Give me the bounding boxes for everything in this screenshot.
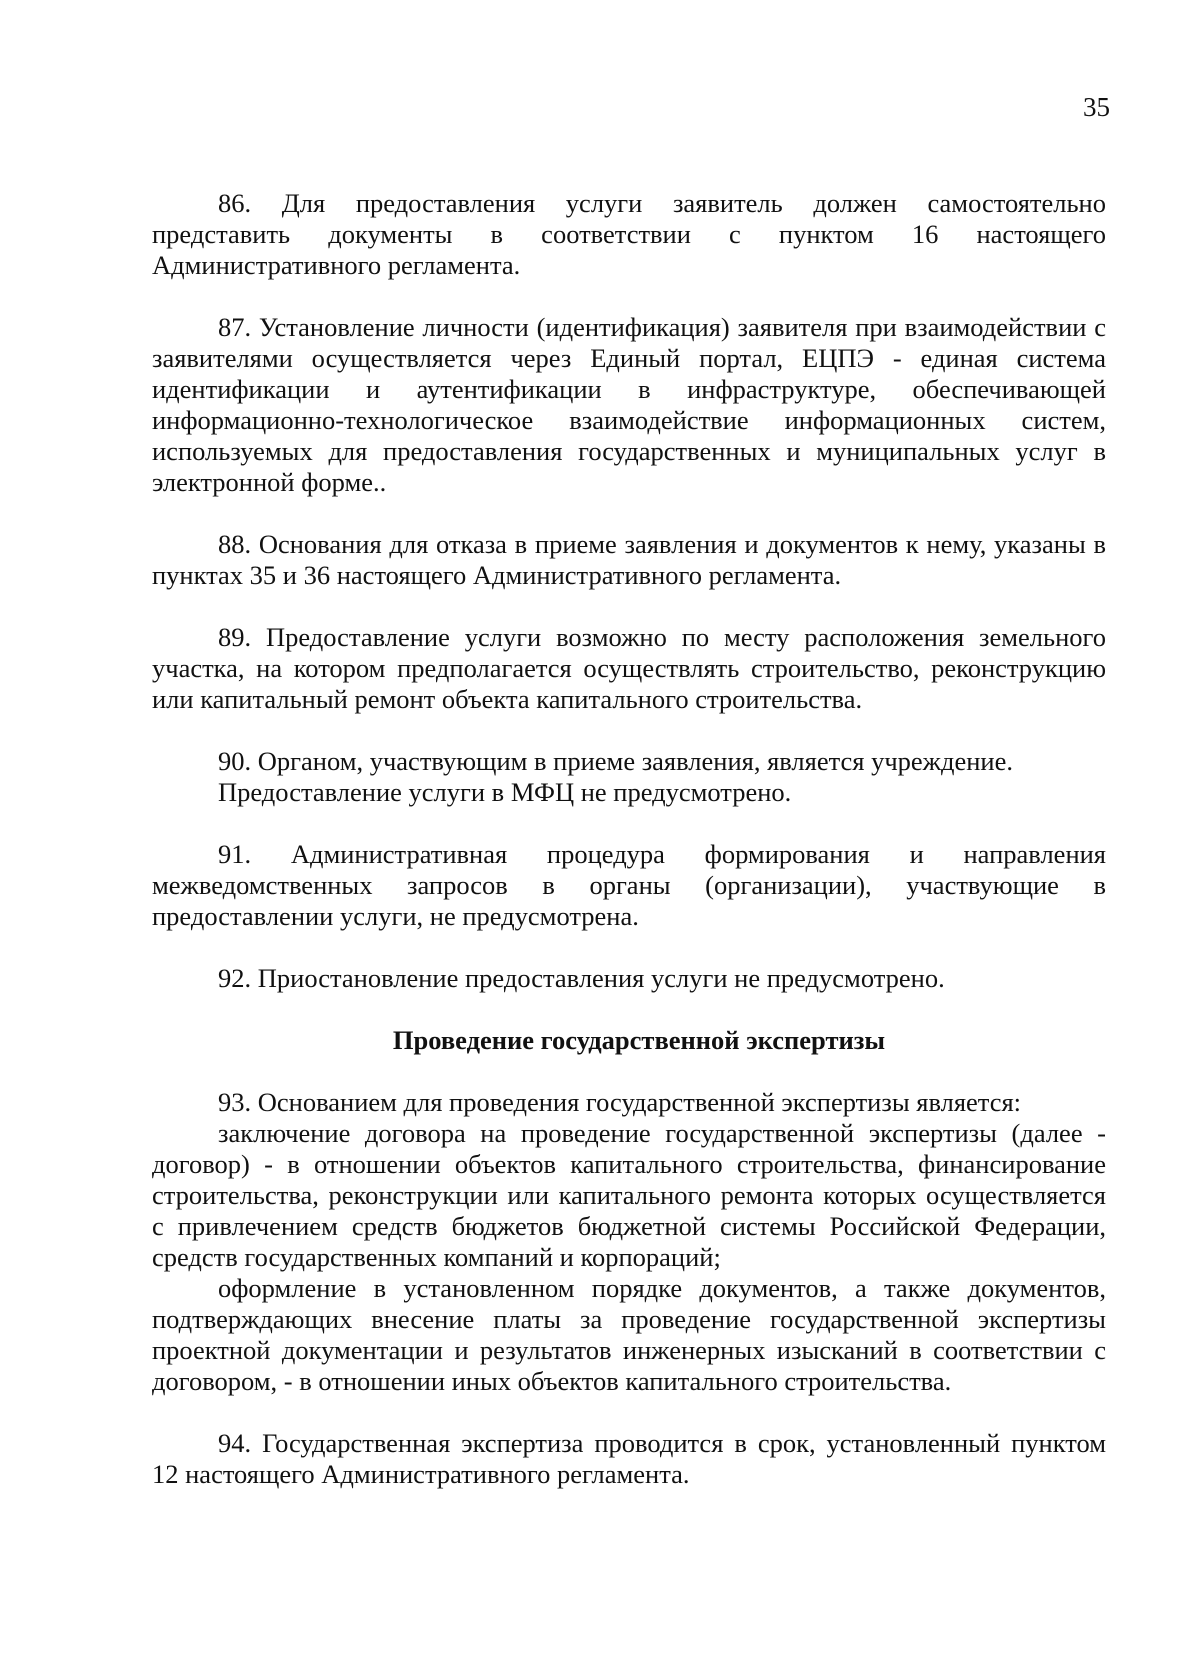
paragraph-90-continued: Предоставление услуги в МФЦ не предусмотрено. (218, 777, 792, 807)
document-body (152, 188, 1106, 1490)
section-heading: Проведение государственной экспертизы (392, 1025, 886, 1055)
paragraph-91: 91. Административная процедура формирования и направления межведомственных запросов в органы (организации), участвующие в предоставлении услуги, не предусмотрена. (152, 839, 1106, 931)
paragraph-90: 90. Органом, участвующим в приеме заявления, является учреждение. (218, 746, 1013, 776)
page-number: 35 (1083, 92, 1110, 122)
paragraph-92: 92. Приостановление предоставления услуги не предусмотрено. (218, 963, 945, 993)
paragraph-89: 89. Предоставление услуги возможно по месту расположения земельного участка, на котором предполагается осуществлять строительство, реконструкцию или капитальный ремонт объекта капитального строительства. (152, 622, 1106, 714)
paragraph-93: 93. Основанием для проведения государственной экспертизы является: (218, 1087, 1022, 1117)
paragraph-93-item-1: заключение договора на проведение государственной экспертизы (далее - договор) - в отношении объектов капитального строительства, финансирование строительства, реконструкции или капитального ремонта которых осуществляется с привлечением средств бюджетов бюджетной системы Российской Федерации, средств государственных компаний и корпораций; (152, 1118, 1106, 1272)
paragraph-86: 86. Для предоставления услуги заявитель должен самостоятельно представить документы в соответствии с пунктом 16 настоящего Административного регламента. (152, 188, 1106, 280)
paragraph-87: 87. Установление личности (идентификация) заявителя при взаимодействии с заявителями осуществляется через Единый портал, ЕЦПЭ - единая система идентификации и аутентификации в инфраструктуре, обеспечивающей информационно-технологическое взаимодействие информационных систем, используемых для предоставления государственных и муниципальных услуг в электронной форме.. (152, 312, 1106, 497)
paragraph-94: 94. Государственная экспертиза проводится в срок, установленный пунктом 12 настоящего Административного регламента. (152, 1428, 1106, 1489)
paragraph-93-item-2: оформление в установленном порядке документов, а также документов, подтверждающих внесение платы за проведение государственной экспертизы проектной документации и результатов инженерных изысканий в соответствии с договором, - в отношении иных объектов капитального строительства. (152, 1273, 1106, 1396)
paragraph-88: 88. Основания для отказа в приеме заявления и документов к нему, указаны в пунктах 35 и 36 настоящего Административного регламента. (152, 529, 1106, 590)
